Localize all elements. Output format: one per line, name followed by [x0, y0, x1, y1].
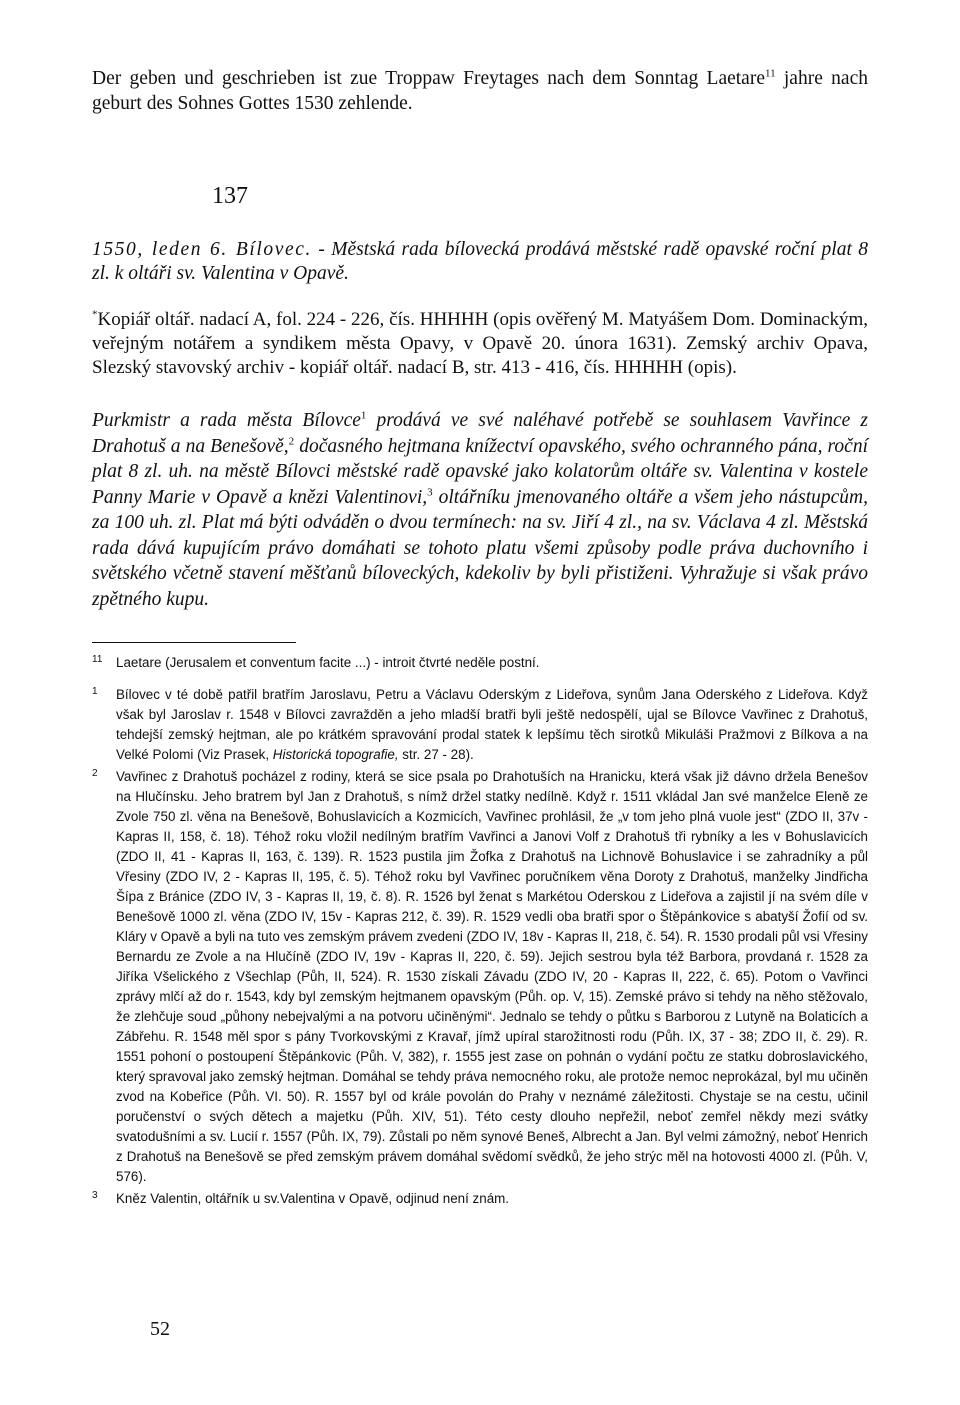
footnote-text [116, 687, 868, 762]
regest-paragraph [92, 408, 868, 612]
document-date-place: 1550, leden 6. Bílovec. [92, 239, 312, 260]
closing-text: Der geben und geschrieben ist zue Troppaw Freytages nach dem Sonntag Laetare [92, 68, 765, 89]
page-number: 52 [150, 1318, 170, 1340]
sources-text: Kopiář oltář. nadací A, fol. 224 - 226, čís. HHHHH (opis ověřený M. Matyášem Dom. Dominackým, veřejným notářem a syndikem města Opavy, v Opavě 20. února 1631). Zemský archiv Opava, Slezský stavovský archiv - kopiář oltář. nadací B, str. 413 - 416, čís. HHHHH (opis). [92, 309, 868, 378]
footnote-ref-11[interactable]: 11 [764, 67, 776, 80]
footnote-text: Laetare (Jerusalem et conventum facite ...) - introit čtvrté neděle postní. [116, 655, 540, 670]
footnote-mark: 3 [92, 1190, 98, 1201]
footnote-text: Kněz Valentin, oltářník u sv.Valentina v Opavě, odjinud není znám. [116, 1191, 510, 1206]
regest-text-1: Purkmistr a rada města Bílovce [92, 410, 361, 431]
document-number: 137 [212, 183, 248, 209]
footnote-text: Vavřinec z Drahotuš pocházel z rodiny, která se sice psala po Drahotuších na Hranicku, která však již dávno držela Benešov na Hlučínsku. Jeho bratrem byl Jan z Drahotuš, s nímž držel statky nedílně. Když r. 1511 vkládal Jan své manželce Eleně ze Zvole 750 zl. věna na Benešově, Bohuslavicích a Kozmicích, Vavřinec prohlásil, že „v tom jeho plná vuole jest“ (ZDO II, 37v - Kapras II, 158, č. 18). Téhož roku vložil nedílným bratřím Vavřinci a Janovi Volf z Drahotuš tři rybníky a les v Bohuslavicích (ZDO II, 41 - Kapras II, 163, č. 139). R. 1523 pustila jim Žofka z Drahotuš na Lichnově Bohuslavice i se zahradníky a půl Vřesiny (ZDO IV, 2 - Kapras II, 195, č. 5). Téhož roku byl Vavřinec poručníkem věna Doroty z Drahotuš, manželky Jindřicha Šípa z Bránice (ZDO IV, 3 - Kapras II, 19, č. 8). R. 1526 byl ženat s Markétou Oderskou z Lideřova a zajistil jí na svém díle v Benešově 1000 zl. věna (ZDO IV, 15v - Kapras 212, č. 39). R. 1529 vedli oba bratři spor o Štěpánkovice s abatyší Žofií od sv. Kláry v Opavě a byli na tuto ves zemským právem zvedeni (ZDO IV, 18v - Kapras II, 218, č. 54). R. 1530 prodali půl vsi Vřesiny Bernardu ze Zvole a na Hlučíně (ZDO IV, 19v - Kapras II, 220, č. 59). Jejich sestrou byla též Barbora, provdaná r. 1528 za Jiříka Všelického z Všechlap (Půh, II, 524). R. 1530 získali Závadu (ZDO IV, 20 - Kapras II, 222, č. 65). Potom o Vavřinci zprávy mlčí až do r. 1543, kdy byl zemským hejtmanem opavským (Půh. op. V, 15). Zemské právo si tehdy na něho stěžovalo, že zlehčuje soud „půhony nebejvalými a na potvoru učiněnými“. Jednalo se tehdy o půtku s Barborou z Lutyně na Bolaticích a Zábřehu. R. 1548 měl spor s pány Tvorkovskými z Kravař, jímž upíral starožitnosti rodu (Půh. IX, 37 - 38; ZDO II, č. 29). R. 1551 pohoní o postoupení Štěpánkovic (Půh. V, 382), r. 1555 jest zase on pohnán o vydání počtu ze statku dobroslavického, který spravoval jako zemský hejtman. Domáhal se tehdy práva nemocného roku, ale protože nemoc neprokázal, byl mu učiněn zvod na Kobeřice (Půh. VI. 50). R. 1557 byl od krále povolán do Prahy v neznámé záležitosti. Chystaje se na cestu, učinil poručenství o svých dětech a majetku (Půh. XIV, 51). Této cesty dlouho nepřežil, neboť zemřel někdy mezi svátky svatodušními a sv. Lucií r. 1557 (Půh. IX, 79). Zůstali po něm synové Beneš, Albrecht a Jan. Byl velmi zámožný, neboť Henrich z Drahotuš na Benešově se před zemským právem domáhal svědomí svědků, že jeho strýc měl na hotovosti 4000 zl. (Půh. V, 576). [116, 769, 868, 1184]
source-asterisk: * [92, 308, 98, 321]
footnote-mark: 11 [92, 654, 103, 665]
regest-text-3: dočasného hejtmana knížectví opavského, svého ochranného pána, roční plat 8 zl. uh. na městě Bílovci městské radě opavské jako kolatorům oltáře sv. Valentina v kostele Panny Marie v Opavě a knězi Valentinovi, [92, 435, 868, 508]
footnote-divider [92, 642, 296, 643]
footnote-text-body: Bílovec v té době patřil bratřím Jaroslavu, Petru a Václavu Oderským z Lideřova, synům Jana Oderského z Lideřova. Když však byl Jaroslav r. 1548 v Bílovci zavražděn a jeho mladší bratři byli ještě nedospělí, ujal se Bílovce Vavřinec z Drahotuš, tehdejší zemský hejtman, ale po krátkém spravování prodal statek k lepšímu těch sirotků Mikuláši Pražmovi z Bílkova a na Velké Polomi (Viz Prasek, [116, 687, 868, 762]
footnote-ref-2[interactable]: 2 [288, 435, 295, 447]
footnote-text-end: str. 27 - 28). [398, 747, 474, 762]
document-heading [92, 238, 868, 286]
footnote-3 [92, 1189, 868, 1209]
document-sources [92, 308, 868, 380]
footnote-ref-1[interactable]: 1 [360, 409, 367, 422]
footnote-ref-3[interactable]: 3 [427, 486, 433, 498]
footnote-2 [92, 767, 868, 1187]
regest-text-2: prodává ve své naléhavé potřebě se souhlasem Vavřince z Drahotuš a na Benešově, [92, 410, 868, 457]
footnote-mark: 1 [92, 686, 98, 697]
document-page [92, 66, 868, 1221]
closing-text-end: jahre nach geburt des Sohnes Gottes 1530 zehlende. [92, 68, 868, 114]
footnotes [92, 653, 868, 1209]
footnote-11 [92, 653, 868, 673]
footnote-citation-title: Historická topografie, [272, 747, 399, 762]
closing-paragraph [92, 66, 868, 116]
document-summary: - Městská rada bílovecká prodává městské radě opavské roční plat 8 zl. k oltáři sv. Valentina v Opavě. [92, 239, 868, 284]
footnote-1 [92, 685, 868, 765]
regest-text-4: oltářníku jmenovaného oltáře a všem jeho nástupcům, za 100 uh. zl. Plat má býti odváděn o dvou termínech: na sv. Jiří 4 zl., na sv. Václava 4 zl. Městská rada dává kupujícím právo domáhati se tohoto platu všemi způsoby podle práva duchovního i světského včetně stavení měšťanů bíloveckých, kdekoliv by byli přistiženi. Vyhražuje si však právo zpětného kupu. [92, 486, 868, 610]
footnote-mark: 2 [92, 768, 98, 779]
